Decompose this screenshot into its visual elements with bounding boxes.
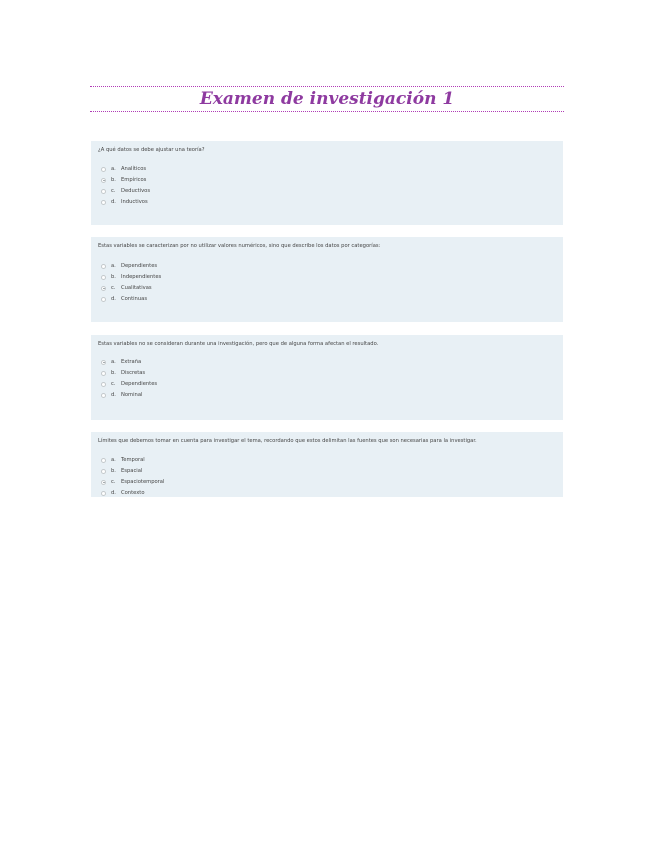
option-label: Empíricos [121,177,147,183]
option-label: Inductivos [121,199,148,205]
radio-button[interactable] [101,469,106,474]
option-label: Dependientes [121,381,158,387]
radio-button[interactable] [101,189,106,194]
option-label: Espaciotemporal [121,479,165,485]
option-letter: c. [111,479,116,485]
radio-button[interactable] [101,297,106,302]
radio-button-selected[interactable] [101,286,106,291]
option-letter: b. [111,370,116,376]
answer-option[interactable] [101,284,152,292]
option-label: Extraña [121,359,142,365]
option-label: Espacial [121,468,143,474]
option-letter: d. [111,296,116,302]
answer-option[interactable] [101,187,150,195]
question-text: Estas variables se caracterizan por no utilizar valores numéricos, sino que describe los datos por categorías: [98,243,381,249]
option-letter: d. [111,392,116,398]
option-letter: b. [111,468,116,474]
title-banner [90,86,564,112]
option-label: Dependientes [121,263,158,269]
radio-button[interactable] [101,382,106,387]
radio-button[interactable] [101,393,106,398]
radio-button[interactable] [101,458,106,463]
radio-button[interactable] [101,275,106,280]
answer-option[interactable] [101,198,148,206]
answer-option[interactable] [101,358,141,366]
option-label: Independientes [121,274,162,280]
answer-option[interactable] [101,369,145,377]
option-label: Continuas [121,296,148,302]
radio-button-selected[interactable] [101,480,106,485]
question-card [91,335,563,420]
question-card [91,432,563,497]
option-label: Deductivos [121,188,151,194]
question-card [91,141,563,225]
radio-button-selected[interactable] [101,178,106,183]
option-letter: a. [111,457,116,463]
answer-option[interactable] [101,262,157,270]
option-label: Analíticos [121,166,147,172]
answer-option[interactable] [101,380,157,388]
radio-button-selected[interactable] [101,360,106,365]
option-label: Temporal [121,457,145,463]
question-text: ¿A qué datos se debe ajustar una teoría? [98,147,205,153]
answer-option[interactable] [101,478,164,486]
question-text: Estas variables no se consideran durante una investigación, pero que de alguna forma afectan el resultado. [98,341,379,347]
option-label: Contexto [121,490,145,496]
question-card [91,237,563,322]
option-letter: c. [111,188,116,194]
option-letter: c. [111,285,116,291]
radio-button[interactable] [101,167,106,172]
answer-option[interactable] [101,489,145,497]
option-label: Nominal [121,392,143,398]
answer-option[interactable] [101,273,161,281]
radio-button[interactable] [101,200,106,205]
option-letter: b. [111,274,116,280]
option-letter: d. [111,199,116,205]
option-letter: c. [111,381,116,387]
option-letter: d. [111,490,116,496]
answer-option[interactable] [101,456,145,464]
option-label: Cualitativas [121,285,152,291]
answer-option[interactable] [101,165,146,173]
radio-button[interactable] [101,264,106,269]
option-label: Discretas [121,370,146,376]
option-letter: a. [111,166,116,172]
radio-button[interactable] [101,491,106,496]
question-text: Límites que debemos tomar en cuenta para investigar el tema, recordando que estos delimitan las fuentes que son necesarias para la investigar. [98,438,477,444]
option-letter: a. [111,263,116,269]
answer-option[interactable] [101,391,142,399]
answer-option[interactable] [101,176,146,184]
option-letter: b. [111,177,116,183]
radio-button[interactable] [101,371,106,376]
option-letter: a. [111,359,116,365]
answer-option[interactable] [101,295,147,303]
page-title: Examen de investigación 1 [199,89,455,109]
answer-option[interactable] [101,467,142,475]
